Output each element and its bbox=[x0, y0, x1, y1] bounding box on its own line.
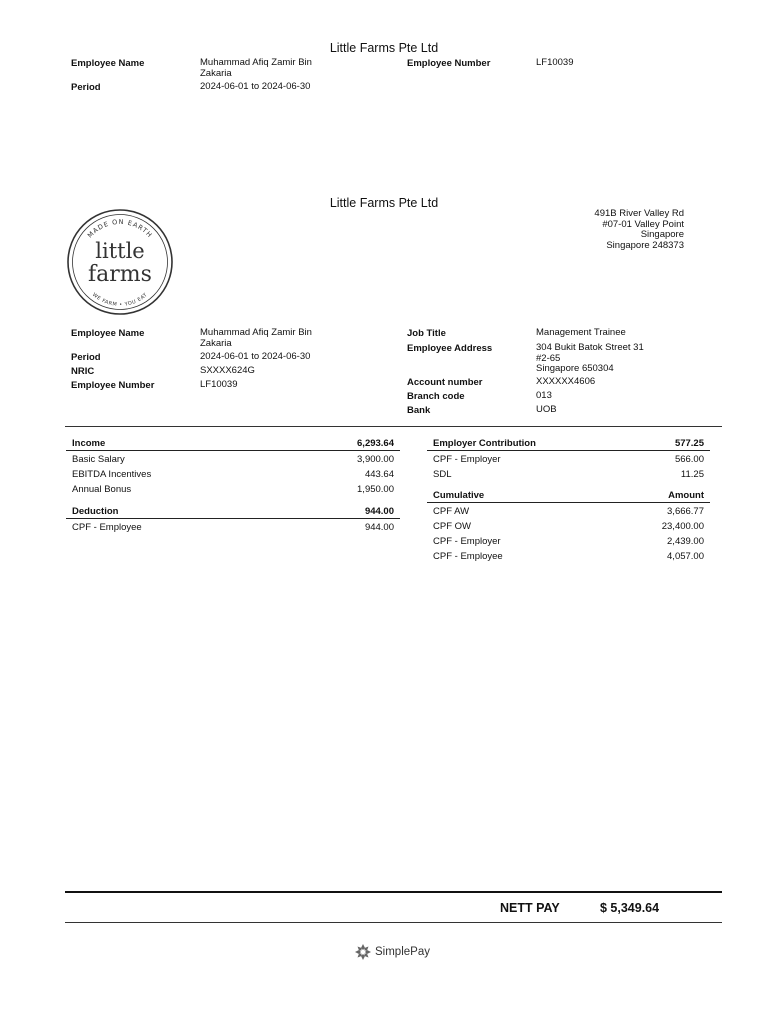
employee-address-line: #2-65 bbox=[536, 352, 561, 364]
item-amount: 566.00 bbox=[674, 454, 704, 465]
branch-code-label: Branch code bbox=[407, 391, 465, 402]
deduction-total: 944.00 bbox=[364, 506, 394, 517]
employer-contribution-total: 577.25 bbox=[674, 438, 704, 449]
employee-address-line: Singapore 650304 bbox=[536, 363, 614, 374]
table-row bbox=[66, 522, 400, 537]
income-total: 6,293.64 bbox=[357, 438, 394, 449]
table-row bbox=[66, 454, 400, 469]
employee-name-label: Employee Name bbox=[71, 58, 145, 69]
table-row bbox=[427, 521, 710, 536]
item-name: Annual Bonus bbox=[72, 484, 132, 495]
table-row bbox=[66, 469, 400, 484]
employee-address-value bbox=[536, 343, 644, 375]
period-label: Period bbox=[71, 352, 101, 363]
nett-pay-bottom-rule bbox=[65, 922, 722, 923]
employee-number-value: LF10039 bbox=[536, 57, 574, 68]
section-divider bbox=[65, 426, 722, 427]
logo-bottom-ring-text: WE FARM • YOU EAT bbox=[90, 291, 150, 309]
cumulative-amount-label: Amount bbox=[668, 490, 704, 501]
employee-name-line: Muhammad Afiq Zamir Bin bbox=[200, 57, 312, 68]
item-name: SDL bbox=[433, 469, 452, 480]
table-row bbox=[66, 484, 400, 499]
item-name: Basic Salary bbox=[72, 454, 125, 465]
simplepay-logo-icon bbox=[354, 943, 372, 961]
table-row bbox=[427, 506, 710, 521]
address-line: #07-01 Valley Point bbox=[602, 218, 684, 230]
item-amount: 4,057.00 bbox=[667, 551, 704, 562]
item-amount: 3,900.00 bbox=[357, 454, 394, 465]
logo-top-ring-text: MADE ON EARTH bbox=[85, 217, 155, 240]
nric-value: SXXXX624G bbox=[200, 365, 255, 376]
bank-value: UOB bbox=[536, 404, 557, 415]
employee-number-label: Employee Number bbox=[71, 380, 155, 391]
item-amount: 443.64 bbox=[364, 469, 394, 480]
item-name: CPF - Employer bbox=[433, 536, 501, 547]
company-address bbox=[594, 209, 684, 251]
address-line: 491B River Valley Rd bbox=[594, 208, 684, 219]
employee-address-line: 304 Bukit Batok Street 31 bbox=[536, 342, 644, 353]
item-amount: 1,950.00 bbox=[357, 484, 394, 495]
employer-contribution-label: Employer Contribution bbox=[433, 438, 536, 449]
row-divider bbox=[66, 450, 400, 451]
period-label: Period bbox=[71, 82, 101, 93]
employee-name-line: Muhammad Afiq Zamir Bin bbox=[200, 327, 312, 338]
logo-word-farms: farms bbox=[88, 262, 152, 287]
employee-name-value bbox=[200, 328, 312, 349]
footer-brand bbox=[354, 943, 430, 961]
period-value: 2024-06-01 to 2024-06-30 bbox=[200, 351, 311, 362]
item-amount: 23,400.00 bbox=[661, 521, 704, 532]
item-name: EBITDA Incentives bbox=[72, 469, 152, 480]
row-divider bbox=[427, 502, 710, 503]
job-title-label: Job Title bbox=[407, 328, 446, 339]
nric-label: NRIC bbox=[71, 366, 95, 377]
simplepay-wordmark: SimplePay bbox=[375, 946, 430, 958]
item-name: CPF OW bbox=[433, 521, 471, 532]
contribution-cumulative-table bbox=[427, 438, 710, 568]
page-title: Little Farms Pte Ltd bbox=[329, 41, 439, 55]
account-number-value: XXXXXX4606 bbox=[536, 376, 596, 387]
address-line: Singapore 248373 bbox=[606, 239, 684, 251]
item-amount: 11.25 bbox=[680, 469, 704, 480]
item-amount: 3,666.77 bbox=[667, 506, 704, 517]
row-divider bbox=[66, 518, 400, 519]
employee-name-line: Zakaria bbox=[200, 337, 232, 349]
employee-name-line: Zakaria bbox=[200, 67, 232, 79]
branch-code-value: 013 bbox=[536, 390, 552, 401]
cumulative-label: Cumulative bbox=[433, 490, 485, 501]
employee-number-value: LF10039 bbox=[200, 379, 238, 390]
account-number-label: Account number bbox=[407, 377, 483, 388]
income-deduction-table bbox=[66, 438, 400, 538]
item-name: CPF - Employee bbox=[433, 551, 503, 562]
address-line: Singapore bbox=[640, 229, 684, 240]
employee-number-label: Employee Number bbox=[407, 58, 491, 69]
nett-pay-value: $ 5,349.64 bbox=[600, 901, 660, 915]
logo-word-little: little bbox=[95, 239, 145, 263]
job-title-value: Management Trainee bbox=[536, 327, 626, 338]
nett-pay-label: NETT PAY bbox=[500, 901, 560, 915]
item-name: CPF - Employer bbox=[433, 454, 501, 465]
row-divider bbox=[427, 450, 710, 451]
table-row bbox=[427, 551, 710, 566]
company-name: Little Farms Pte Ltd bbox=[329, 196, 439, 210]
item-name: CPF - Employee bbox=[72, 522, 142, 533]
bank-label: Bank bbox=[407, 405, 431, 416]
nett-pay-top-rule bbox=[65, 891, 722, 893]
item-name: CPF AW bbox=[433, 506, 470, 517]
table-row bbox=[427, 536, 710, 551]
employee-address-label: Employee Address bbox=[407, 343, 493, 354]
employee-name-label: Employee Name bbox=[71, 328, 145, 339]
employee-name-value bbox=[200, 58, 312, 79]
company-logo bbox=[64, 208, 176, 316]
item-amount: 2,439.00 bbox=[667, 536, 704, 547]
table-row bbox=[427, 469, 710, 484]
table-row bbox=[427, 454, 710, 469]
deduction-label: Deduction bbox=[72, 506, 119, 517]
item-amount: 944.00 bbox=[364, 522, 394, 533]
period-value: 2024-06-01 to 2024-06-30 bbox=[200, 81, 311, 92]
income-label: Income bbox=[72, 438, 106, 449]
